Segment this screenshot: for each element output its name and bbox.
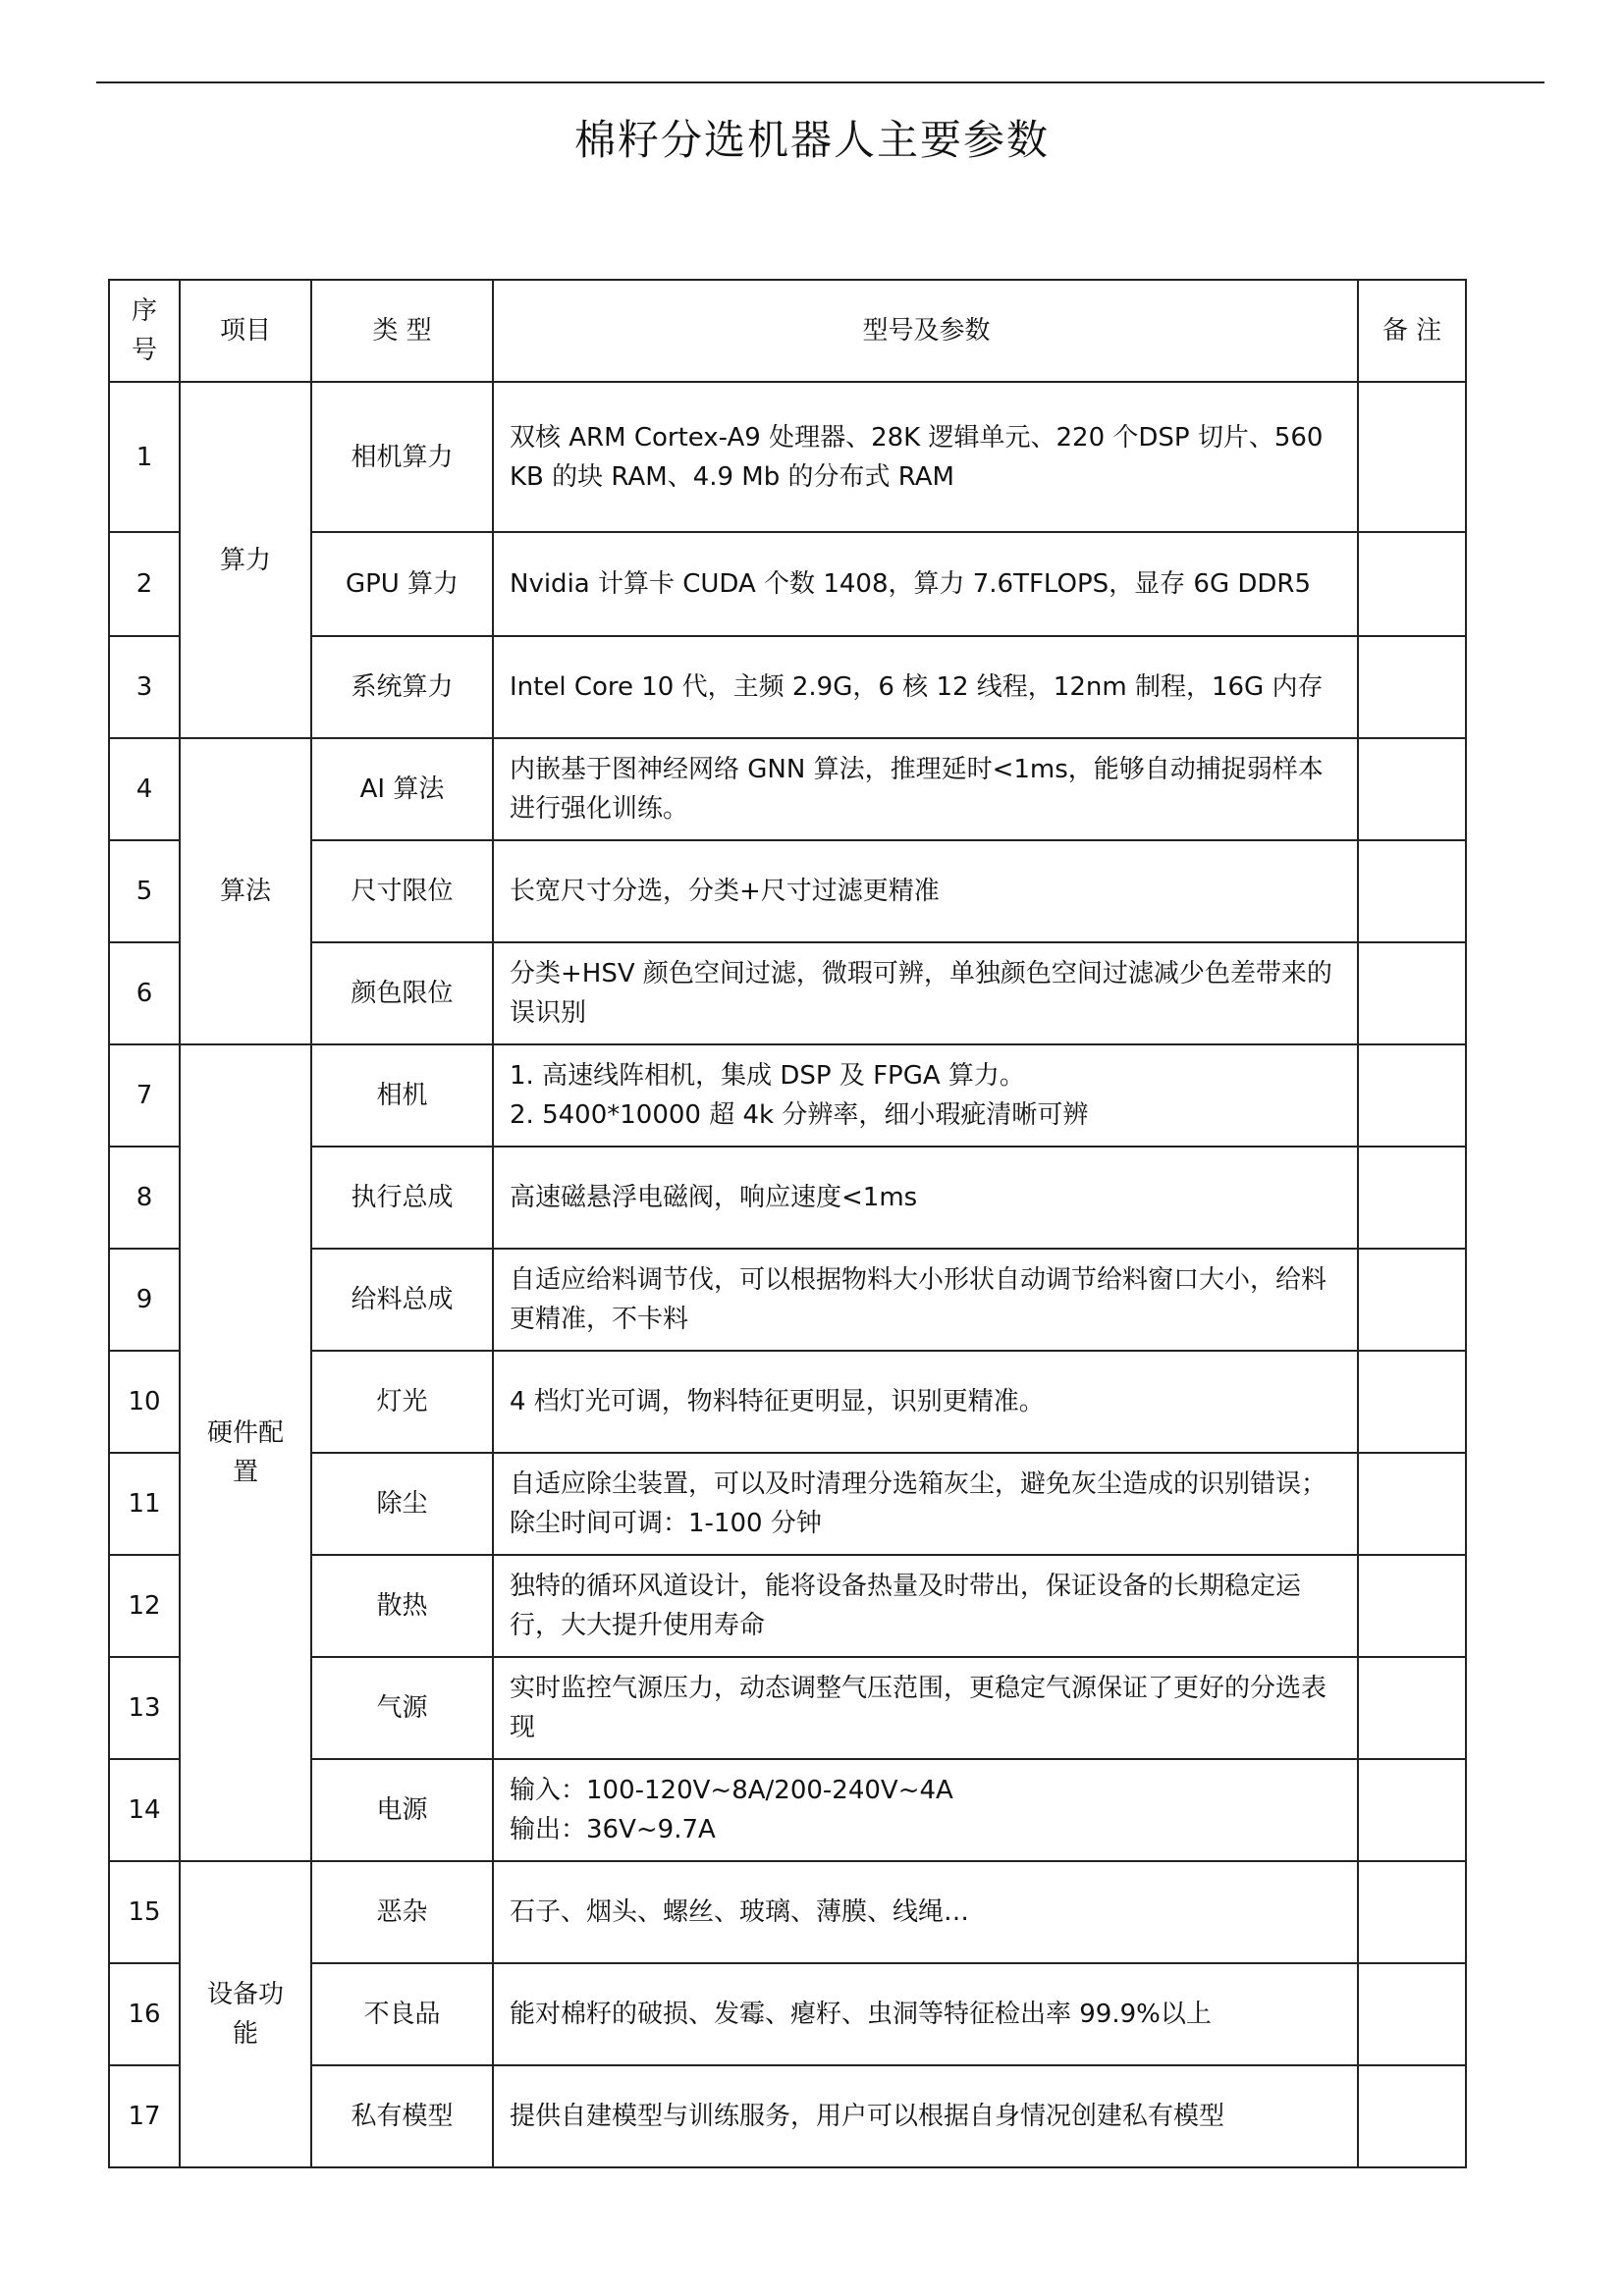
group-algorithm: 算法: [180, 738, 311, 1044]
row-spec: 自适应除尘装置，可以及时清理分选箱灰尘，避免灰尘造成的识别错误；除尘时间可调：1-100 分钟: [493, 1453, 1358, 1555]
row-type: 除尘: [311, 1453, 493, 1555]
row-type: 给料总成: [311, 1249, 493, 1351]
header-item: 项目: [180, 280, 311, 382]
row-note: [1358, 738, 1466, 840]
header-rule: [96, 81, 1544, 83]
table-header-row: [109, 280, 1466, 382]
row-note: [1358, 1759, 1466, 1861]
row-type: 相机: [311, 1044, 493, 1147]
row-number: 2: [109, 532, 180, 636]
row-type: 尺寸限位: [311, 840, 493, 942]
row-number: 14: [109, 1759, 180, 1861]
table-row: [109, 942, 1466, 1044]
table-row: [109, 1147, 1466, 1249]
row-number: 17: [109, 2065, 180, 2167]
row-spec: 独特的循环风道设计，能将设备热量及时带出，保证设备的长期稳定运行，大大提升使用寿命: [493, 1555, 1358, 1657]
row-type: 不良品: [311, 1963, 493, 2065]
row-number: 11: [109, 1453, 180, 1555]
row-spec: 双核 ARM Cortex-A9 处理器、28K 逻辑单元、220 个DSP 切片、560 KB 的块 RAM、4.9 Mb 的分布式 RAM: [493, 382, 1358, 532]
header-no: 序 号: [109, 280, 180, 382]
row-type: GPU 算力: [311, 532, 493, 636]
row-spec: 石子、烟头、螺丝、玻璃、薄膜、线绳…: [493, 1861, 1358, 1963]
row-number: 13: [109, 1657, 180, 1759]
table-row: [109, 1555, 1466, 1657]
group-hardware: 硬件配置: [180, 1044, 311, 1861]
row-type: 恶杂: [311, 1861, 493, 1963]
row-spec: 实时监控气源压力，动态调整气压范围，更稳定气源保证了更好的分选表现: [493, 1657, 1358, 1759]
table-row: [109, 1453, 1466, 1555]
row-note: [1358, 840, 1466, 942]
row-note: [1358, 1453, 1466, 1555]
row-spec: 内嵌基于图神经网络 GNN 算法，推理延时<1ms，能够自动捕捉弱样本进行强化训练。: [493, 738, 1358, 840]
row-spec: 自适应给料调节伐，可以根据物料大小形状自动调节给料窗口大小，给料更精准，不卡料: [493, 1249, 1358, 1351]
row-type: 电源: [311, 1759, 493, 1861]
table-row: [109, 382, 1466, 532]
row-note: [1358, 1249, 1466, 1351]
table-row: [109, 840, 1466, 942]
row-spec: Nvidia 计算卡 CUDA 个数 1408，算力 7.6TFLOPS，显存 6G DDR5: [493, 532, 1358, 636]
row-note: [1358, 1963, 1466, 2065]
header-spec: 型号及参数: [493, 280, 1358, 382]
row-note: [1358, 1555, 1466, 1657]
row-note: [1358, 382, 1466, 532]
row-number: 16: [109, 1963, 180, 2065]
row-type: 相机算力: [311, 382, 493, 532]
row-spec: 1. 高速线阵相机，集成 DSP 及 FPGA 算力。 2. 5400*10000 超 4k 分辨率，细小瑕疵清晰可辨: [493, 1044, 1358, 1147]
group-compute: 算力: [180, 382, 311, 738]
row-type: 灯光: [311, 1351, 493, 1453]
header-note: 备 注: [1358, 280, 1466, 382]
row-number: 8: [109, 1147, 180, 1249]
row-note: [1358, 1147, 1466, 1249]
row-type: 系统算力: [311, 636, 493, 738]
table-row: [109, 1351, 1466, 1453]
row-number: 12: [109, 1555, 180, 1657]
row-spec: 4 档灯光可调，物料特征更明显，识别更精准。: [493, 1351, 1358, 1453]
table-row: [109, 1963, 1466, 2065]
row-spec: 分类+HSV 颜色空间过滤，微瑕可辨，单独颜色空间过滤减少色差带来的误识别: [493, 942, 1358, 1044]
table-row: [109, 1249, 1466, 1351]
table-row: [109, 1861, 1466, 1963]
table-row: [109, 738, 1466, 840]
row-note: [1358, 636, 1466, 738]
row-number: 4: [109, 738, 180, 840]
row-note: [1358, 2065, 1466, 2167]
row-spec: 提供自建模型与训练服务，用户可以根据自身情况创建私有模型: [493, 2065, 1358, 2167]
header-type: 类 型: [311, 280, 493, 382]
table-row: [109, 1759, 1466, 1861]
row-note: [1358, 1044, 1466, 1147]
row-number: 3: [109, 636, 180, 738]
row-spec: 能对棉籽的破损、发霉、瘪籽、虫洞等特征检出率 99.9%以上: [493, 1963, 1358, 2065]
row-note: [1358, 1861, 1466, 1963]
row-type: 私有模型: [311, 2065, 493, 2167]
row-spec: 高速磁悬浮电磁阀，响应速度<1ms: [493, 1147, 1358, 1249]
table-row: [109, 636, 1466, 738]
parameter-table: [108, 279, 1467, 2168]
row-number: 15: [109, 1861, 180, 1963]
row-spec: 输入：100-120V~8A/200-240V~4A 输出：36V~9.7A: [493, 1759, 1358, 1861]
row-number: 5: [109, 840, 180, 942]
table-row: [109, 532, 1466, 636]
row-type: AI 算法: [311, 738, 493, 840]
group-function: 设备功能: [180, 1861, 311, 2167]
row-number: 6: [109, 942, 180, 1044]
row-note: [1358, 1657, 1466, 1759]
row-number: 7: [109, 1044, 180, 1147]
row-number: 1: [109, 382, 180, 532]
row-number: 10: [109, 1351, 180, 1453]
row-type: 散热: [311, 1555, 493, 1657]
table-row: [109, 1044, 1466, 1147]
page-title: 棉籽分选机器人主要参数: [573, 116, 1050, 164]
row-note: [1358, 532, 1466, 636]
row-type: 气源: [311, 1657, 493, 1759]
row-spec: 长宽尺寸分选，分类+尺寸过滤更精准: [493, 840, 1358, 942]
table-row: [109, 2065, 1466, 2167]
row-number: 9: [109, 1249, 180, 1351]
row-type: 执行总成: [311, 1147, 493, 1249]
row-type: 颜色限位: [311, 942, 493, 1044]
table-row: [109, 1657, 1466, 1759]
row-note: [1358, 1351, 1466, 1453]
row-spec: Intel Core 10 代，主频 2.9G，6 核 12 线程，12nm 制程，16G 内存: [493, 636, 1358, 738]
row-note: [1358, 942, 1466, 1044]
